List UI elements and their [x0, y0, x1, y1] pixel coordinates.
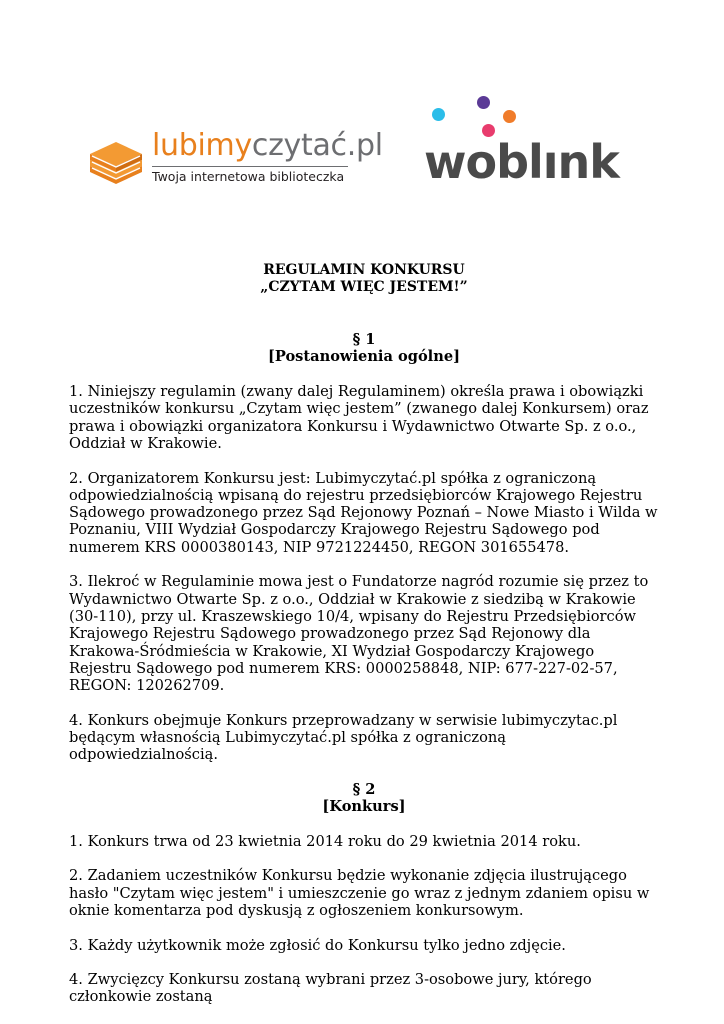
lubimyczytac-wordmark [152, 128, 383, 164]
lubimyczytac-tagline: Twoja internetowa biblioteczka [152, 169, 345, 184]
woblink-wordmark: woblınk [424, 135, 619, 189]
section-2-paragraph-3: 3. Każdy użytkownik może zgłosić do Konkursu tylko jedno zdjęcie. [69, 936, 566, 954]
wordmark-part-2: czytać.pl [251, 128, 383, 163]
books-icon [86, 136, 146, 186]
section-1-paragraph-1: 1. Niniejszy regulamin (zwany dalej Regulaminem) określa prawa i obowiązki uczestników konkursu „Czytam więc jestem” (zwanego dalej Konkursem) oraz prawa i obowiązki organizatora Konkursu i Wydawnictwo Otwarte Sp. z o.o., Oddział w Krakowie. [69, 383, 649, 452]
section-2-paragraph-2: 2. Zadaniem uczestników Konkursu będzie wykonanie zdjęcia ilustrującego hasło "Czytam więc jestem" i umieszczenie go wraz z jednym zdaniem opisu w oknie komentarza pod dyskusją z ogłoszeniem konkursowym. [69, 867, 650, 919]
section-2-paragraph-4: 4. Zwycięzcy Konkursu zostaną wybrani przez 3-osobowe jury, którego członkowie zostaną [69, 971, 592, 1006]
doc-title-line-2: „CZYTAM WIĘC JESTEM!” [260, 279, 468, 296]
wordmark-part-1: lubimy [152, 128, 252, 163]
dot-orange [503, 110, 516, 123]
regulamin-document [69, 262, 659, 1023]
wordmark-divider [152, 166, 348, 167]
dot-blue [432, 108, 445, 121]
doc-title-line-1: REGULAMIN KONKURSU [263, 262, 465, 278]
section-1-paragraph-2: 2. Organizatorem Konkursu jest: Lubimyczytać.pl spółka z ograniczoną odpowiedzialnością wpisaną do rejestru przedsiębiorców Krajowego Rejestru Sądowego prowadzonego przez Sąd Rejonowy Poznań – Nowe Miasto i Wilda w Poznaniu, VIII Wydział Gospodarczy Krajowego Rejestru Sądowego pod numerem KRS 0000380143, NIP 9721224450, REGON 301655478. [69, 469, 658, 556]
section-1-heading: [Postanowienia ogólne] [267, 348, 461, 366]
section-1-paragraph-3: 3. Ilekroć w Regulaminie mowa jest o Fundatorze nagród rozumie się przez to Wydawnictwo Otwarte Sp. z o.o., Oddział w Krakowie z siedzibą w Krakowie (30-110), przy ul. Kraszewskiego 10/4, wpisany do Rejestru Przedsiębiorców Krajowego Rejestru Sądowego prowadzonego przez Sąd Rejonowy dla Krakowa-Śródmieścia w Krakowie, XI Wydział Gospodarczy Krajowego Rejestru Sądowego pod numerem KRS: 0000258848, NIP: 677-227-02-57, REGON: 120262709. [69, 573, 649, 695]
woblink-logo [410, 90, 619, 190]
lubimyczytac-logo [86, 128, 383, 194]
section-1-paragraph-4: 4. Konkurs obejmuje Konkurs przeprowadzany w serwisie lubimyczytac.pl będącym własnością Lubimyczytać.pl spółka z ograniczoną odpowiedzialnością. [69, 711, 618, 764]
section-2-paragraph-1: 1. Konkurs trwa od 23 kwietnia 2014 roku do 29 kwietnia 2014 roku. [69, 832, 581, 850]
section-2-heading: [Konkurs] [322, 798, 406, 816]
section-2-number: § 2 [352, 780, 376, 798]
section-1-number: § 1 [352, 331, 376, 349]
logos-header [0, 0, 724, 200]
dot-purple [477, 96, 490, 109]
